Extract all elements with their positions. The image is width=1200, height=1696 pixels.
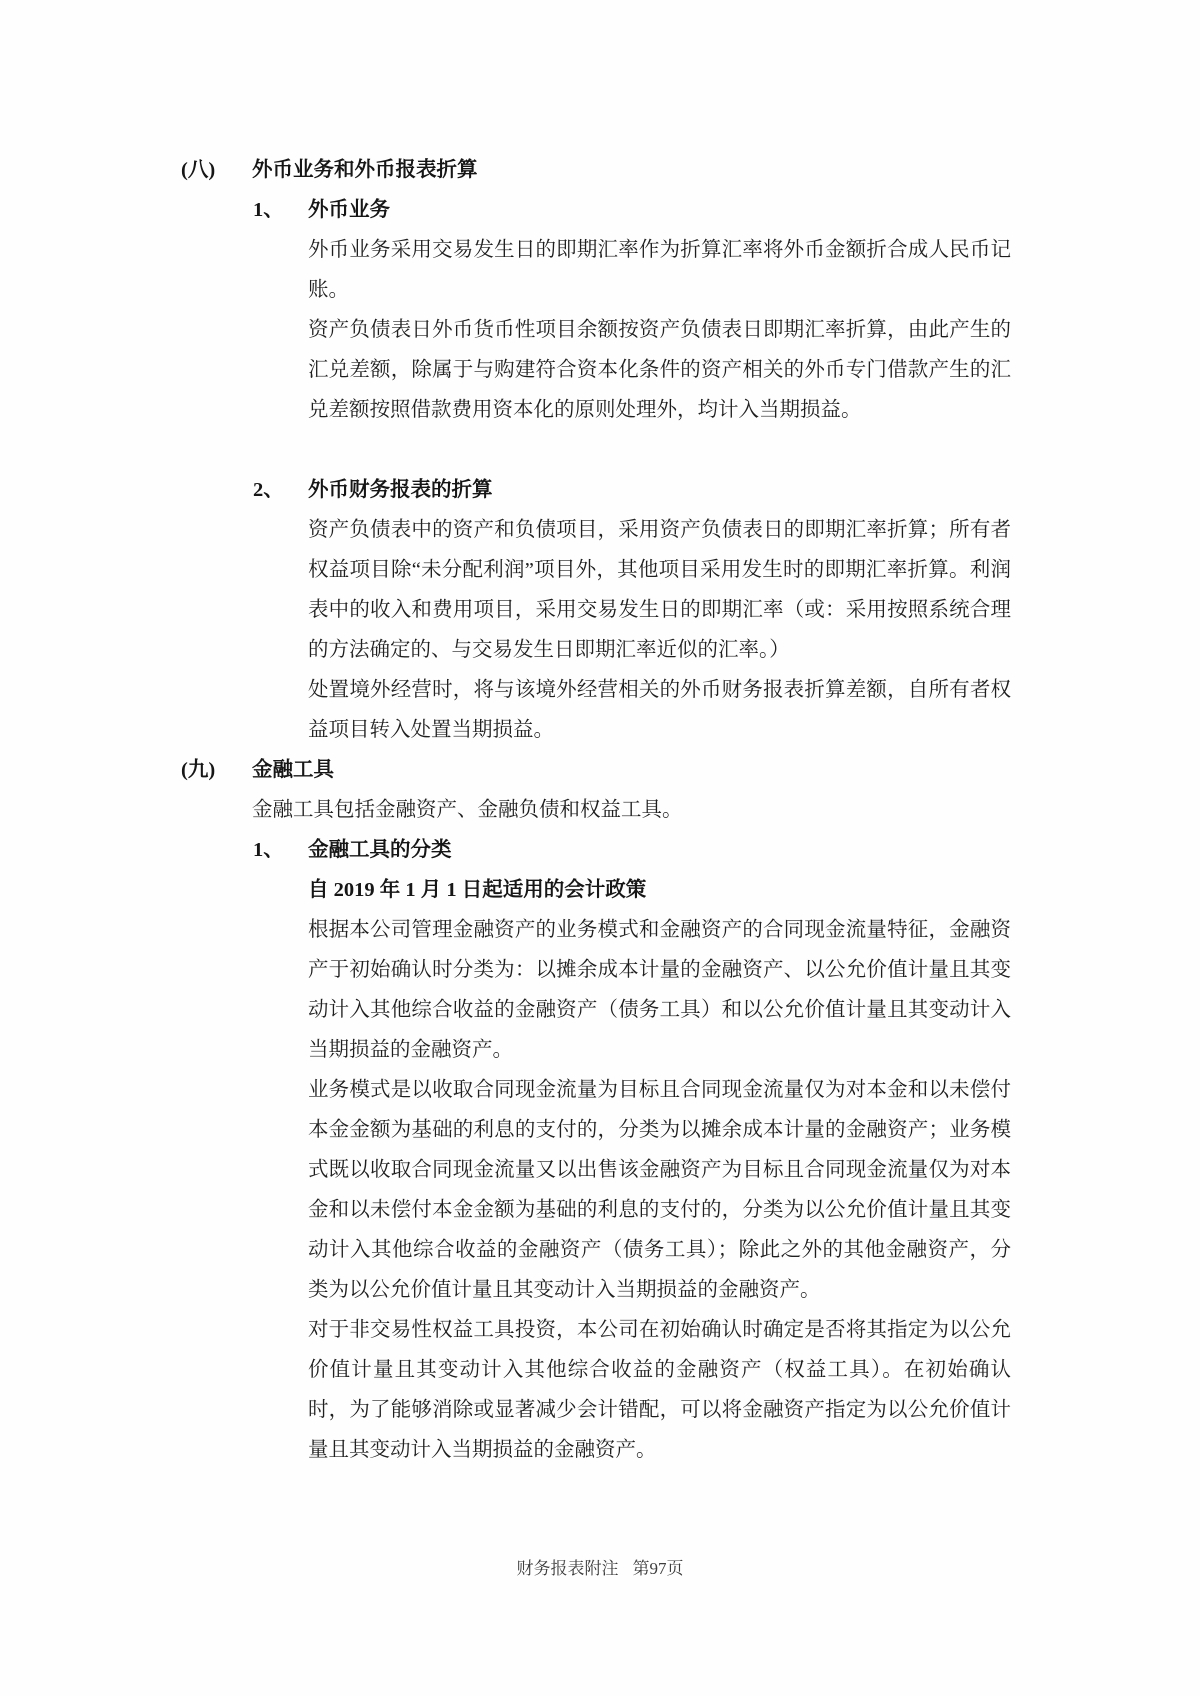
paragraph: 业务模式是以收取合同现金流量为目标且合同现金流量仅为对本金和以未偿付本金金额为基础的利息的支付的，分类为以摊余成本计量的金融资产；业务模式既以收取合同现金流量又以出售该金融资产为目标且合同现金流量仅为对本金和以未偿付本金金额为基础的利息的支付的，分类为以公允价值计量且其变动计入其他综合收益的金融资产（债务工具）；除此之外的其他金融资产，分类为以公允价值计量且其变动计入当期损益的金融资产。: [308, 1079, 1011, 1301]
section-number: (九): [181, 759, 216, 781]
subsection-number: 2、: [253, 479, 284, 501]
policy-subheading: 自 2019 年 1 月 1 日起适用的会计政策: [308, 879, 647, 901]
subsection-title: 金融工具的分类: [308, 839, 452, 861]
section-title: 金融工具: [252, 759, 334, 781]
subsection-number: 1、: [253, 199, 284, 221]
paragraph: 外币业务采用交易发生日的即期汇率作为折算汇率将外币金额折合成人民币记账。: [308, 239, 1011, 301]
footer-label: 财务报表附注: [516, 1559, 619, 1578]
paragraph: 金融工具包括金融资产、金融负债和权益工具。: [252, 799, 683, 821]
subsection-title: 外币财务报表的折算: [308, 479, 493, 501]
page-footer: [0, 1556, 1200, 1582]
document-body: [181, 150, 1011, 1470]
paragraph: 资产负债表日外币货币性项目余额按资产负债表日即期汇率折算，由此产生的汇兑差额，除属于与购建符合资本化条件的资产相关的外币专门借款产生的汇兑差额按照借款费用资本化的原则处理外，均计入当期损益。: [308, 319, 1011, 421]
page-number: 第97页: [632, 1559, 684, 1578]
subsection-heading-foreign-currency-business: [181, 190, 1011, 230]
paragraph: 对于非交易性权益工具投资，本公司在初始确认时确定是否将其指定为以公允价值计量且其变动计入其他综合收益的金融资产（权益工具）。在初始确认时，为了能够消除或显著减少会计错配，可以将金融资产指定为以公允价值计量且其变动计入当期损益的金融资产。: [308, 1319, 1011, 1461]
subsection-heading-fx-statement-translation: [181, 470, 1011, 510]
section-title: 外币业务和外币报表折算: [252, 159, 478, 181]
subsection-number: 1、: [253, 839, 284, 861]
paragraph: 资产负债表中的资产和负债项目，采用资产负债表日的即期汇率折算；所有者权益项目除“未分配利润”项目外，其他项目采用发生时的即期汇率折算。利润表中的收入和费用项目，采用交易发生日的即期汇率（或：采用按照系统合理的方法确定的、与交易发生日即期汇率近似的汇率。）: [308, 519, 1011, 661]
paragraph: 处置境外经营时，将与该境外经营相关的外币财务报表折算差额，自所有者权益项目转入处置当期损益。: [308, 679, 1011, 741]
subsection-heading-financial-instrument-classification: [181, 830, 1011, 870]
blank-line: [181, 430, 1011, 470]
section-heading-8: [181, 150, 1011, 190]
paragraph: 根据本公司管理金融资产的业务模式和金融资产的合同现金流量特征，金融资产于初始确认时分类为：以摊余成本计量的金融资产、以公允价值计量且其变动计入其他综合收益的金融资产（债务工具）和以公允价值计量且其变动计入当期损益的金融资产。: [308, 919, 1011, 1061]
section-heading-9: [181, 750, 1011, 790]
section-number: (八): [181, 159, 216, 181]
subsection-title: 外币业务: [308, 199, 390, 221]
